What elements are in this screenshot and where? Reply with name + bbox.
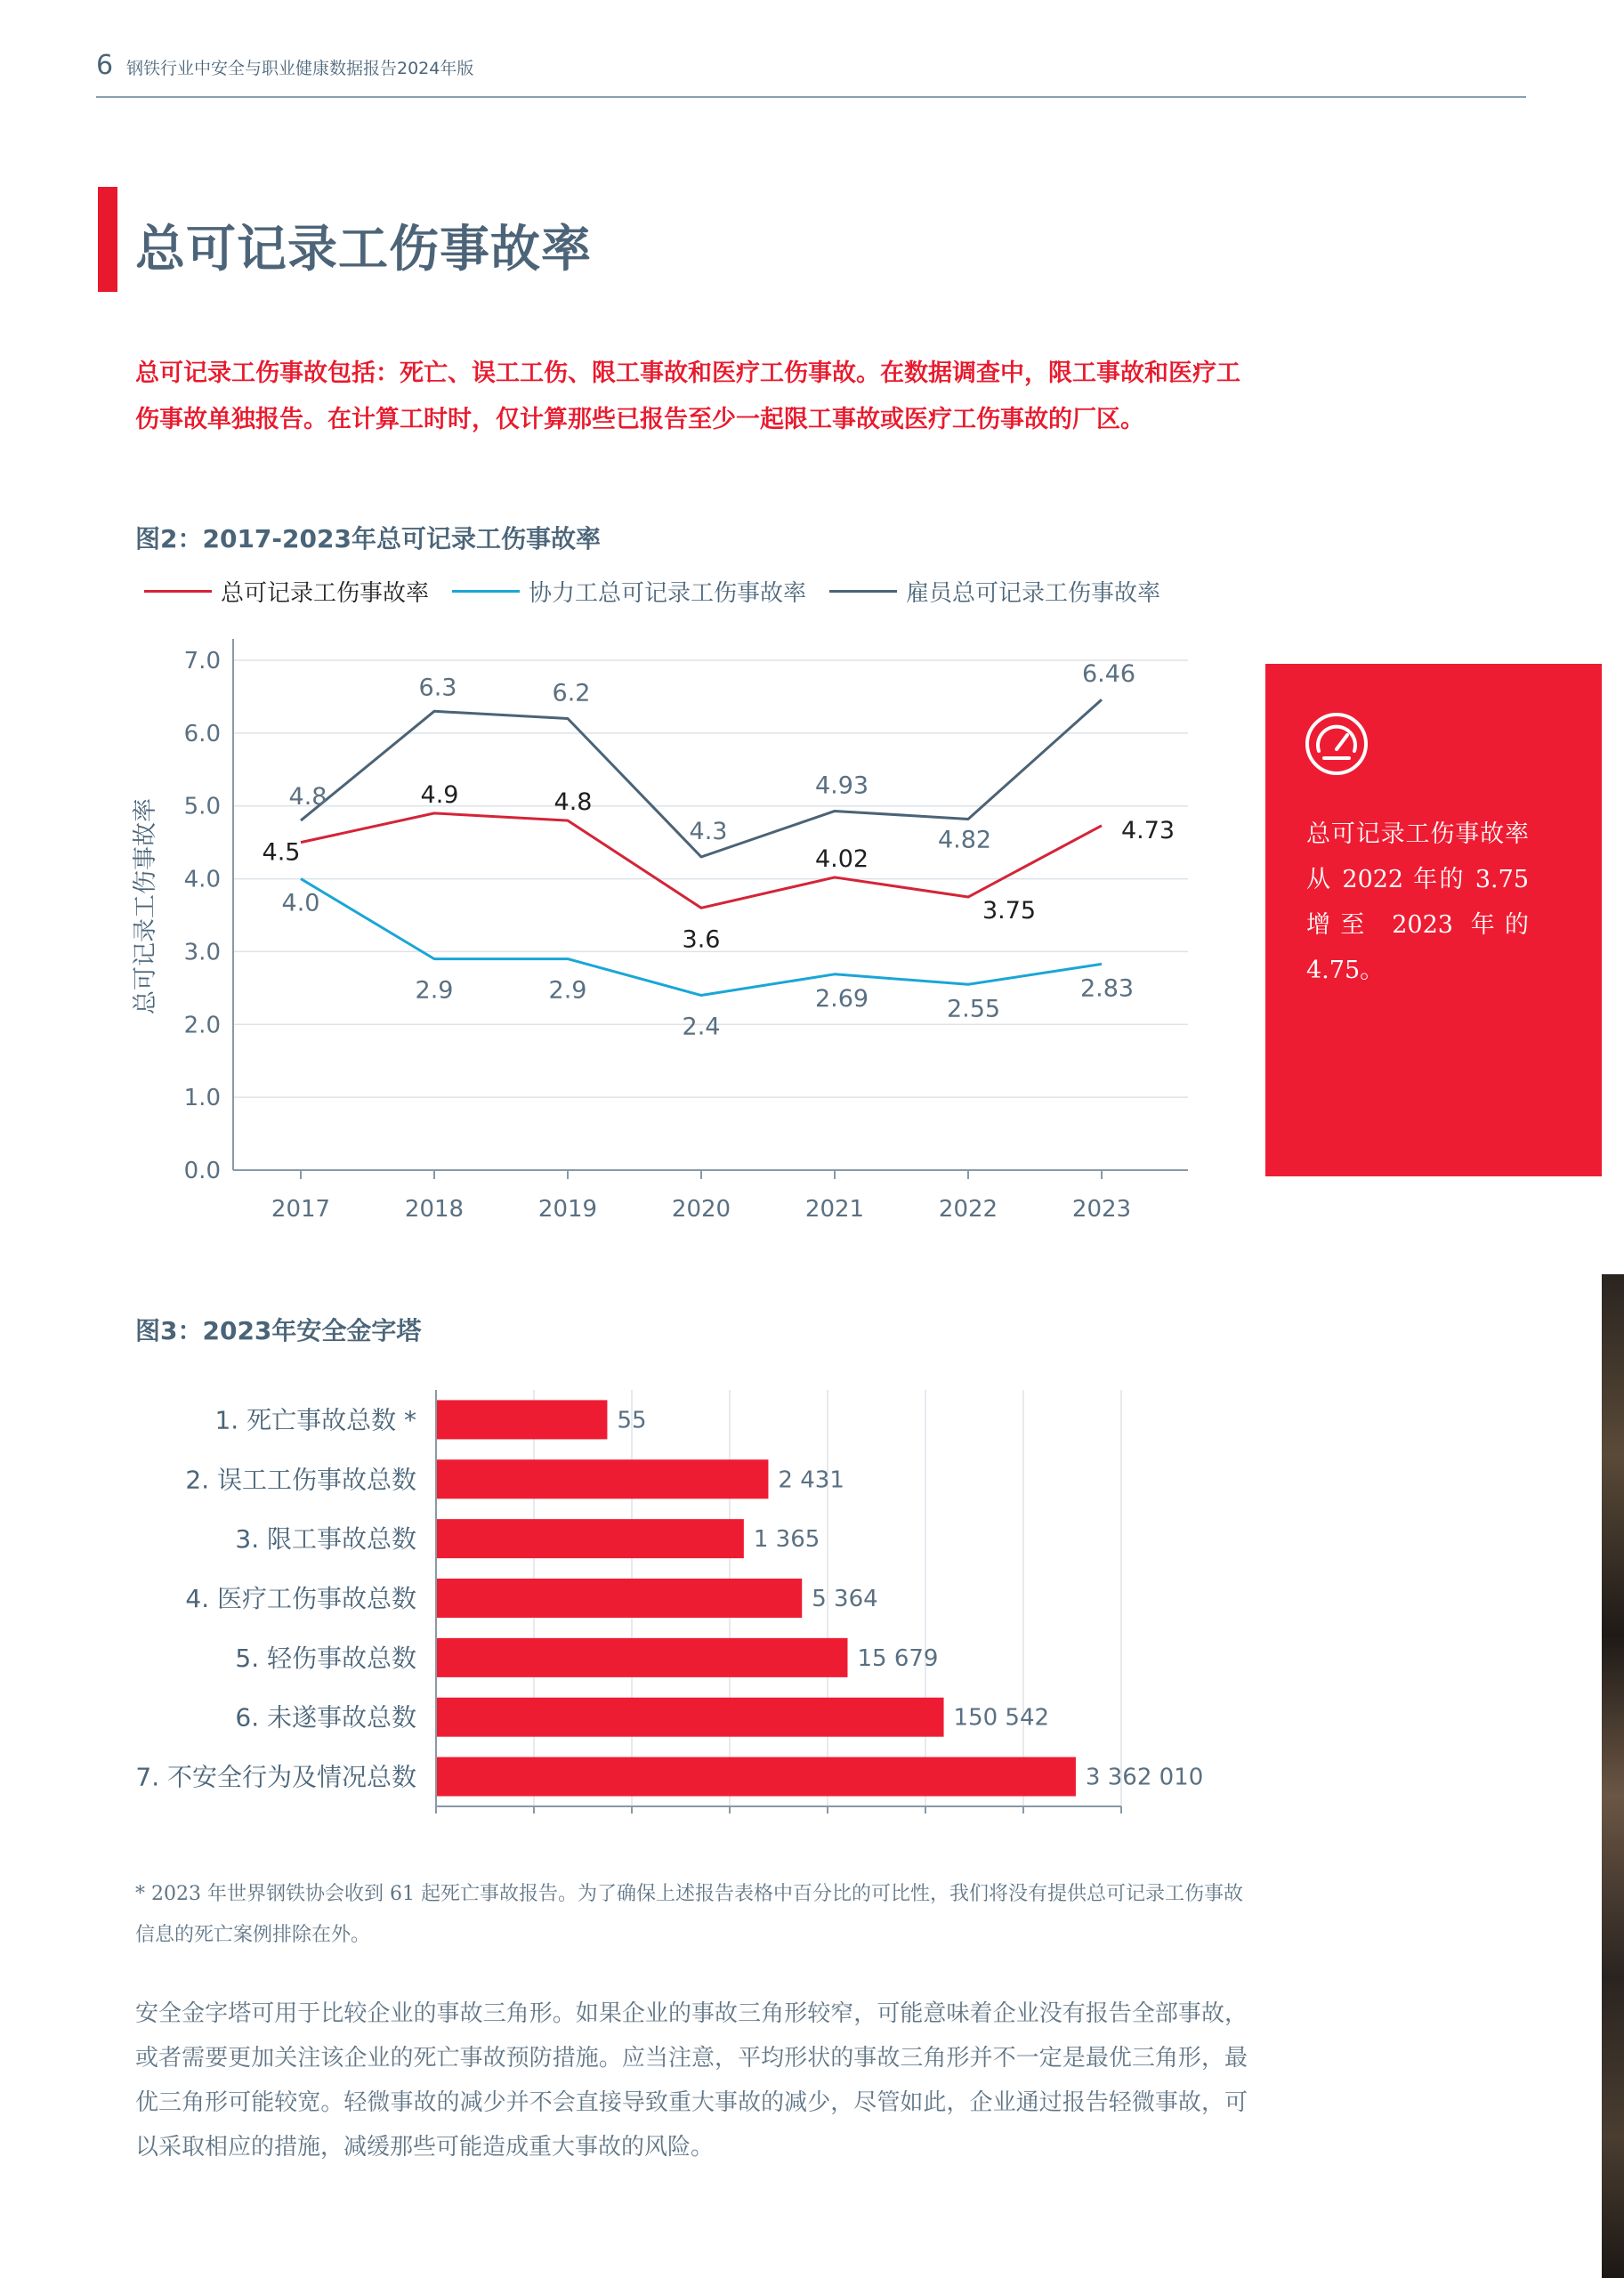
data-label: 2.55 xyxy=(946,995,1001,1023)
data-label: 4.82 xyxy=(937,826,992,854)
speedometer-icon xyxy=(1303,710,1370,778)
trir-line-chart xyxy=(107,623,1210,1228)
bar xyxy=(437,1638,847,1677)
y-tick-label: 7.0 xyxy=(183,648,221,675)
legend-swatch-contractor xyxy=(452,590,520,593)
y-tick-label: 6.0 xyxy=(183,720,221,747)
bar xyxy=(437,1579,802,1618)
bar xyxy=(437,1519,744,1558)
data-label: 2.4 xyxy=(682,1013,721,1041)
x-tick-label: 2022 xyxy=(938,1196,998,1223)
callout-text: 总可记录工伤事故率从 2022 年的 3.75 增至 2023 年的 4.75。 xyxy=(1306,820,1529,984)
title-accent-bar xyxy=(98,187,117,292)
data-label: 2.9 xyxy=(548,976,587,1005)
data-label: 2.83 xyxy=(1079,974,1135,1003)
x-tick-label: 2023 xyxy=(1071,1196,1132,1223)
category-label: 6. 未遂事故总数 xyxy=(235,1702,416,1733)
y-tick-label: 1.0 xyxy=(183,1085,221,1112)
data-label: 4.8 xyxy=(288,783,327,812)
data-label: 6.3 xyxy=(418,674,457,702)
category-label: 5. 轻伤事故总数 xyxy=(235,1643,416,1673)
category-label: 4. 医疗工伤事故总数 xyxy=(185,1584,416,1613)
line-chart-legend xyxy=(144,575,1184,608)
bar-value-label: 2 431 xyxy=(778,1466,844,1494)
body-paragraph: 安全金字塔可用于比较企业的事故三角形。如果企业的事故三角形较窄，可能意味着企业没有报告全部事故，或者需要更加关注该企业的死亡事故预防措施。应当注意，平均形状的事故三角形并不一定是最优三角形，最优三角形可能较宽。轻微事故的减少并不会直接导致重大事故的减少，尽管如此，企业通过报告轻微事故，可以采取相应的措施，减缓那些可能造成重大事故的风险。 xyxy=(135,2000,1248,2161)
bar xyxy=(437,1400,607,1439)
legend-item-total xyxy=(144,575,429,608)
data-label: 2.69 xyxy=(814,984,869,1013)
legend-item-employee xyxy=(829,575,1160,608)
report-title: 钢铁行业中安全与职业健康数据报告2024年版 xyxy=(126,59,474,78)
bar xyxy=(437,1757,1076,1797)
data-label: 4.5 xyxy=(262,838,301,867)
bar-value-label: 55 xyxy=(617,1407,647,1434)
y-tick-label: 0.0 xyxy=(183,1158,221,1184)
bar xyxy=(437,1698,944,1737)
category-label: 7. 不安全行为及情况总数 xyxy=(135,1762,416,1792)
page-number: 6 xyxy=(96,50,114,81)
category-label: 2. 误工工伤事故总数 xyxy=(185,1465,416,1495)
data-label: 4.0 xyxy=(281,889,320,917)
data-label: 4.73 xyxy=(1120,816,1176,844)
category-label: 1. 死亡事故总数 * xyxy=(214,1405,416,1435)
data-label: 2.9 xyxy=(415,976,454,1005)
data-label: 4.9 xyxy=(420,780,459,809)
x-tick-label: 2018 xyxy=(404,1196,465,1223)
x-tick-label: 2019 xyxy=(537,1196,598,1223)
edge-photo xyxy=(1602,1274,1624,2278)
data-label: 6.2 xyxy=(552,679,591,707)
x-tick-label: 2021 xyxy=(804,1196,865,1223)
data-label: 3.6 xyxy=(682,925,721,954)
header-divider xyxy=(96,96,1526,98)
y-tick-label: 3.0 xyxy=(183,939,221,966)
data-label: 4.93 xyxy=(814,771,869,800)
bar-value-label: 5 364 xyxy=(812,1586,878,1612)
bar-value-label: 150 542 xyxy=(953,1704,1050,1732)
category-label: 3. 限工事故总数 xyxy=(235,1524,416,1555)
data-label: 4.3 xyxy=(689,818,728,846)
y-tick-label: 2.0 xyxy=(183,1012,221,1039)
intro-paragraph: 总可记录工伤事故包括：死亡、误工工伤、限工事故和医疗工伤事故。在数据调查中，限工事故和医疗工伤事故单独报告。在计算工时时，仅计算那些已报告至少一起限工事故或医疗工伤事故的厂区。 xyxy=(135,359,1240,433)
legend-item-contractor xyxy=(452,575,806,608)
data-label: 6.46 xyxy=(1081,660,1136,689)
legend-label-total: 总可记录工伤事故率 xyxy=(221,580,430,607)
section-title: 总可记录工伤事故率 xyxy=(135,221,592,279)
safety-pyramid-bar-chart xyxy=(125,1377,1204,1822)
figure2-title: 图2：2017-2023年总可记录工伤事故率 xyxy=(135,524,601,553)
data-label: 3.75 xyxy=(982,897,1037,925)
figure3-title: 图3：2023年安全金字塔 xyxy=(135,1316,422,1345)
bar-value-label: 15 679 xyxy=(857,1644,939,1672)
bar-value-label: 3 362 010 xyxy=(1085,1764,1204,1791)
footnote: * 2023 年世界钢铁协会收到 61 起死亡事故报告。为了确保上述报告表格中百分比的可比性，我们将没有提供总可记录工伤事故信息的死亡案例排除在外。 xyxy=(135,1883,1243,1946)
legend-swatch-total xyxy=(144,590,212,593)
bar xyxy=(437,1459,768,1498)
data-label: 4.8 xyxy=(553,788,593,817)
data-label: 4.02 xyxy=(814,844,869,873)
y-axis-label: 总可记录工伤事故率 xyxy=(132,798,159,1014)
x-tick-label: 2020 xyxy=(671,1196,731,1223)
bar-value-label: 1 365 xyxy=(753,1526,820,1554)
legend-label-employee: 雇员总可记录工伤事故率 xyxy=(906,580,1161,607)
legend-swatch-employee xyxy=(829,590,897,593)
y-tick-label: 4.0 xyxy=(183,866,221,893)
callout-box xyxy=(1265,664,1602,1176)
y-tick-label: 5.0 xyxy=(183,793,221,820)
legend-label-contractor: 协力工总可记录工伤事故率 xyxy=(529,580,807,607)
x-tick-label: 2017 xyxy=(271,1196,331,1223)
